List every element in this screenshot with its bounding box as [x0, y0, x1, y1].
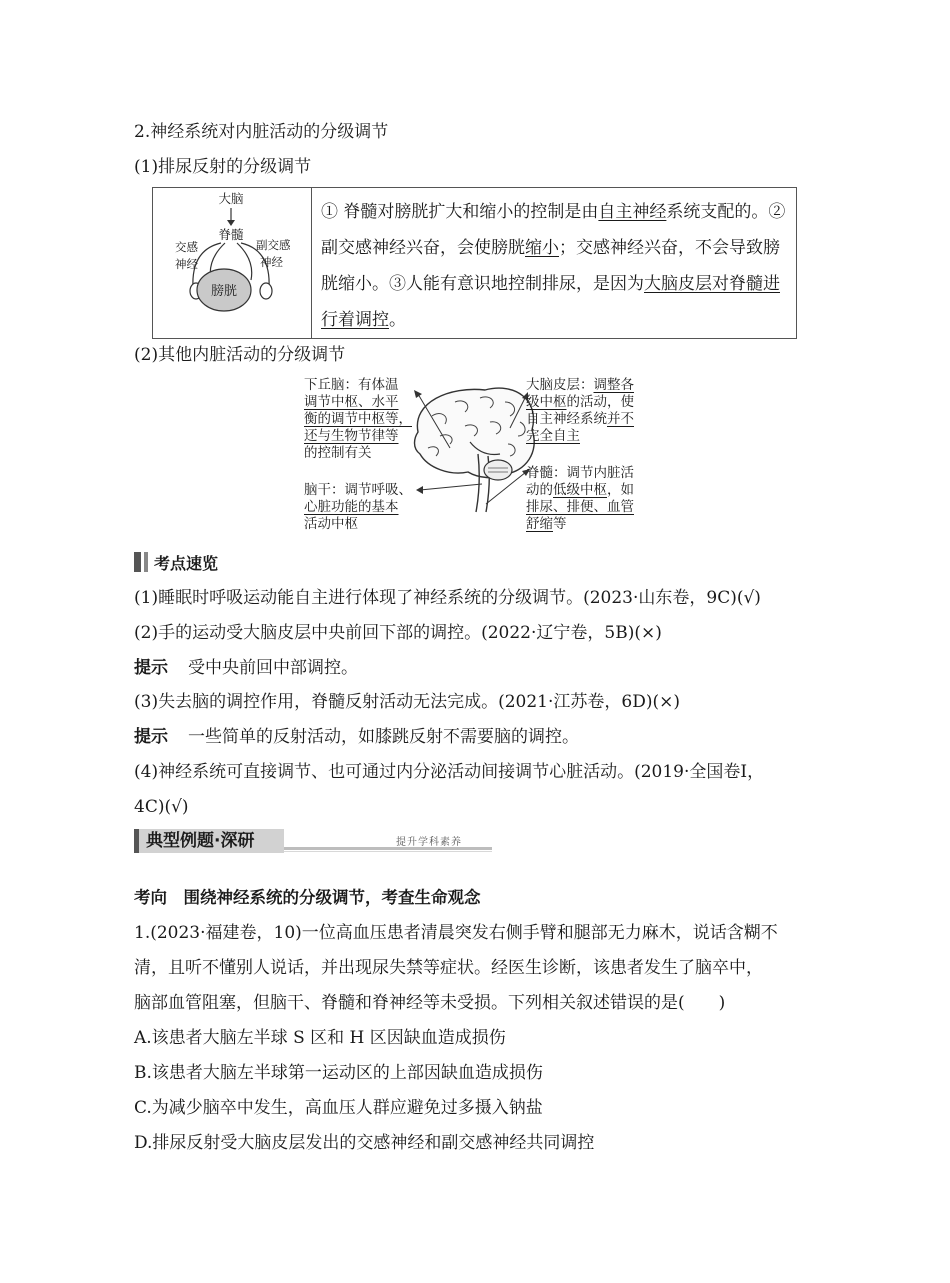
section-heading: 2.神经系统对内脏活动的分级调节: [134, 122, 389, 142]
review-item-4-cont: 4C)(√): [134, 797, 189, 817]
underlined-term: 排尿、排便、血管: [526, 499, 634, 515]
hypothalamus-label-2: [304, 394, 399, 412]
parasympathetic-label-1: 副交感: [256, 238, 291, 252]
hint-label: 提示: [134, 727, 168, 747]
hypothalamus-label-1: 下丘脑：有体温: [304, 377, 399, 393]
cortex-label-1: [526, 377, 634, 395]
subheading-visceral: (2)其他内脏活动的分级调节: [134, 345, 346, 365]
table-divider: [311, 188, 312, 338]
option-b: B.该患者大脑左半球第一运动区的上部因缺血造成损伤: [134, 1063, 543, 1083]
text-run: 等: [553, 516, 567, 532]
hypothalamus-label-4: [304, 428, 399, 446]
question-line-2: 清，且听不懂别人说话，并出现尿失禁等症状。经医生诊断，该患者发生了脑卒中，: [134, 958, 763, 978]
underlined-term: 调整各: [593, 377, 634, 393]
underlined-term: 低级中枢: [553, 482, 607, 498]
cortex-label-2: [526, 394, 634, 412]
underlined-term: 还与生物节律等: [304, 428, 399, 444]
text-run: ① 脊髓对膀胱扩大和缩小的控制是由: [321, 202, 599, 222]
bladder-label: 膀胱: [210, 284, 238, 299]
bladder-table: [152, 187, 797, 339]
section-title: 考点速览: [154, 553, 219, 573]
hint-text: 一些简单的反射活动，如膝跳反射不需要脑的调控。: [188, 727, 579, 747]
brain-label: 大脑: [218, 191, 244, 206]
cortex-label-4: [526, 428, 580, 446]
underlined-term: 衡的调节中枢等，: [304, 411, 412, 427]
option-c: C.为减少脑卒中发生，高血压人群应避免过多摄入钠盐: [134, 1098, 543, 1118]
underlined-term: 缩小: [525, 238, 559, 258]
section-bar: [134, 552, 141, 572]
review-item-4: (4)神经系统可直接调节、也可通过内分泌活动间接调节心脏活动。(2019·全国卷Ⅰ，: [134, 762, 765, 782]
spinal-cord-label: 脊髓: [218, 227, 244, 242]
underlined-term: 完全自主: [526, 428, 580, 444]
hint-1: [134, 656, 358, 680]
option-a: A.该患者大脑左半球 S 区和 H 区因缺血造成损伤: [134, 1028, 506, 1048]
spinal-label-2: [526, 482, 634, 500]
brain-diagram: [300, 372, 650, 540]
dianxing-section-header: [134, 829, 492, 853]
question-line-1: 1.(2023·福建卷，10)一位高血压患者清晨突发右侧手臂和腿部无力麻木，说话含糊不: [134, 923, 778, 943]
text-run: 的活动，使: [566, 394, 634, 410]
sympathetic-label-2: 神经: [175, 257, 198, 271]
underlined-term: 并不: [607, 411, 634, 427]
text-run: 动的: [526, 482, 553, 498]
underlined-term: 舒缩: [526, 516, 553, 532]
hint-text: 受中央前回中部调控。: [188, 658, 358, 678]
review-item-3: (3)失去脑的调控作用，脊髓反射活动无法完成。(2021·江苏卷，6D)(×): [134, 692, 680, 712]
section-subtitle: 提升学科素养: [396, 837, 462, 848]
brainstem-label-2: [304, 499, 399, 517]
underlined-term: 调节中枢、水平: [304, 394, 399, 410]
underlined-term: 心脏功能的基本: [304, 499, 399, 515]
text-run: 自主神经系统: [526, 411, 607, 427]
hypothalamus-label-3: [304, 411, 412, 429]
section-rule: [284, 851, 492, 852]
review-item-2: (2)手的运动受大脑皮层中央前回下部的调控。(2022·辽宁卷，5B)(×): [134, 623, 662, 643]
cortex-label-3: [526, 411, 634, 429]
underlined-term: 自主神经: [598, 202, 667, 222]
hint-label: 提示: [134, 658, 168, 678]
hypothalamus-label-5: 的控制有关: [304, 445, 372, 461]
text-run: 。: [389, 310, 406, 330]
option-d: D.排尿反射受大脑皮层发出的交感神经和副交感神经共同调控: [134, 1133, 595, 1153]
review-item-1: (1)睡眠时呼吸运动能自主进行体现了神经系统的分级调节。(2023·山东卷，9C)(√): [134, 588, 761, 608]
subheading-urination: (1)排尿反射的分级调节: [134, 157, 312, 177]
underlined-term: 大脑皮层对脊髓进行着调控: [321, 274, 780, 330]
section-bar: [144, 552, 148, 572]
spinal-label-4: [526, 516, 567, 534]
text-run: ，如: [607, 482, 634, 498]
bladder-diagram: [153, 188, 311, 340]
kaodian-section-header: [134, 551, 218, 573]
brainstem-label-1: 脑干：调节呼吸、: [304, 482, 412, 498]
section-title: 典型例题·深研: [146, 831, 255, 851]
text-run: ；交感神经兴奋，不会导致膀胱缩小。③人能有意识地控制排尿，是因为: [321, 238, 780, 294]
spinal-label-1: 脊髓：调节内脏活: [526, 465, 634, 481]
text-run: 大脑皮层：: [526, 377, 594, 393]
section-bar: [134, 829, 139, 853]
underlined-term: 级中枢: [526, 394, 567, 410]
hint-2: [134, 725, 579, 749]
sympathetic-label-1: 交感: [175, 240, 198, 254]
kaoxiang-heading: 考向 围绕神经系统的分级调节，考查生命观念: [134, 888, 481, 907]
text-run: 系统支配的。②副交感神经兴奋，会使膀胱: [321, 202, 786, 258]
spinal-label-3: [526, 499, 634, 517]
question-line-3: 脑部血管阻塞，但脑干、脊髓和脊神经等未受损。下列相关叙述错误的是( ): [134, 993, 726, 1013]
parasympathetic-label-2: 神经: [260, 255, 283, 269]
brainstem-label-3: 活动中枢: [304, 516, 358, 532]
bladder-explanation: [321, 194, 791, 338]
